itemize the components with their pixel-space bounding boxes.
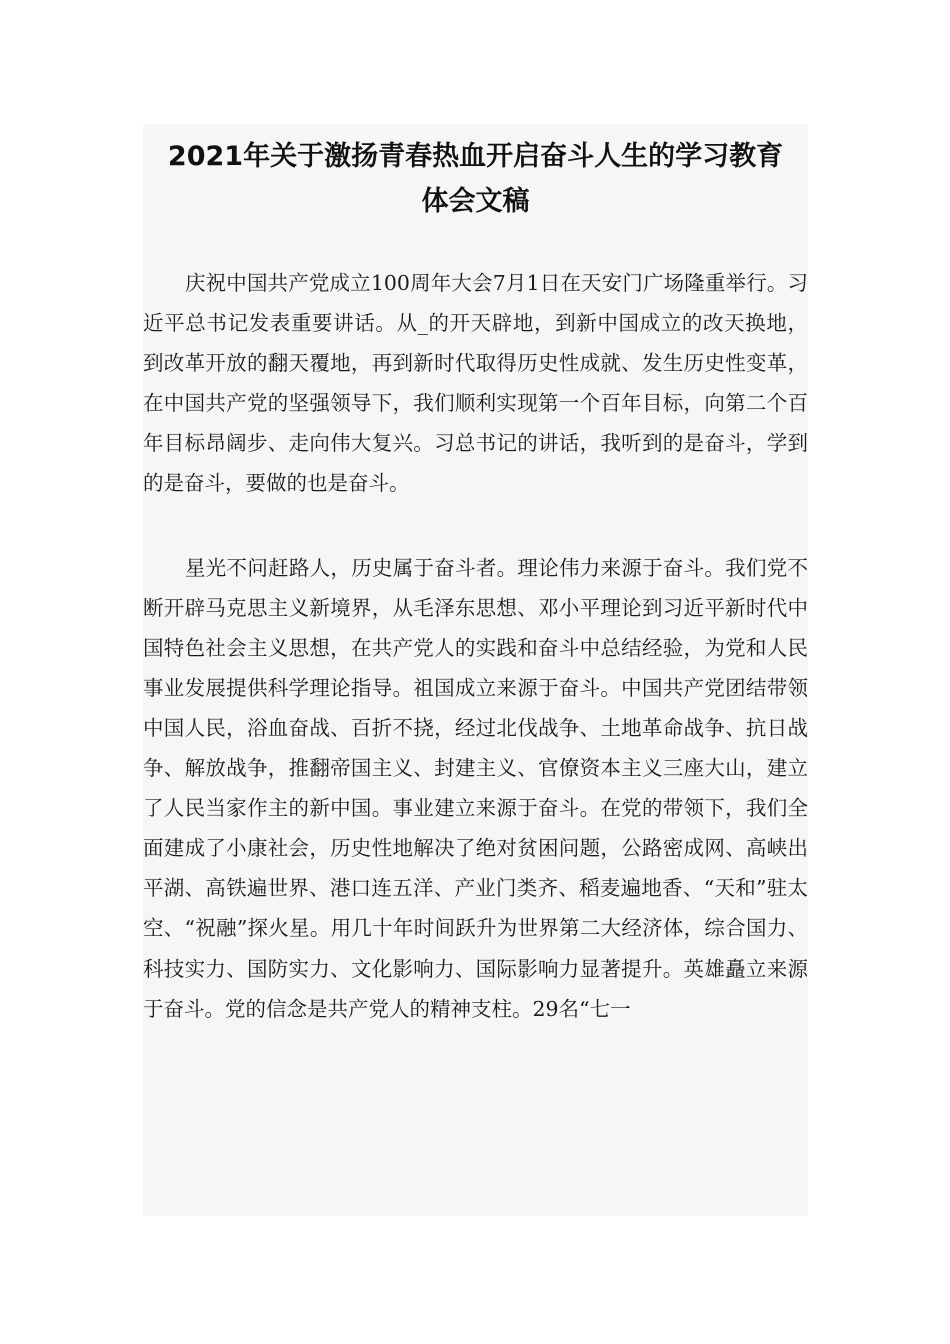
- paragraph-1: 庆祝中国共产党成立100周年大会7月1日在天安门广场隆重举行。习近平总书记发表重要讲话。从_的开天辟地，到新中国成立的改天换地，到改革开放的翻天覆地，再到新时代取得历史性成就、发生历史性变革，在中国共产党的坚强领导下，我们顺利实现第一个百年目标，向第二个百年目标昂阔步、走向伟大复兴。习总书记的讲话，我听到的是奋斗，学到的是奋斗，要做的也是奋斗。: [143, 271, 808, 496]
- document-title: [143, 134, 808, 224]
- title-line-1: 2021年关于激扬青春热血开启奋斗人生的学习教育: [167, 141, 784, 172]
- paragraph-2: 星光不问赶路人，历史属于奋斗者。理论伟力来源于奋斗。我们党不断开辟马克思主义新境界，从毛泽东思想、邓小平理论到习近平新时代中国特色社会主义思想，在共产党人的实践和奋斗中总结经验，为党和人民事业发展提供科学理论指导。祖国成立来源于奋斗。中国共产党团结带领中国人民，浴血奋战、百折不挠，经过北伐战争、土地革命战争、抗日战争、解放战争，推翻帝国主义、封建主义、官僚资本主义三座大山，建立了人民当家作主的新中国。事业建立来源于奋斗。在党的带领下，我们全面建成了小康社会，历史性地解决了绝对贫困问题，公路密成网、高峡出平湖、高铁遍世界、港口连五洋、产业门类齐、稻麦遍地香、“天和”驻太空、“祝融”探火星。用几十年时间跃升为世界第二大经济体，综合国力、科技实力、国防实力、文化影响力、国际影响力显著提升。英雄矗立来源于奋斗。党的信念是共产党人的精神支柱。29名“七一: [143, 555, 808, 1021]
- document-page: [143, 124, 808, 1216]
- title-line-2: 体会文稿: [421, 186, 530, 217]
